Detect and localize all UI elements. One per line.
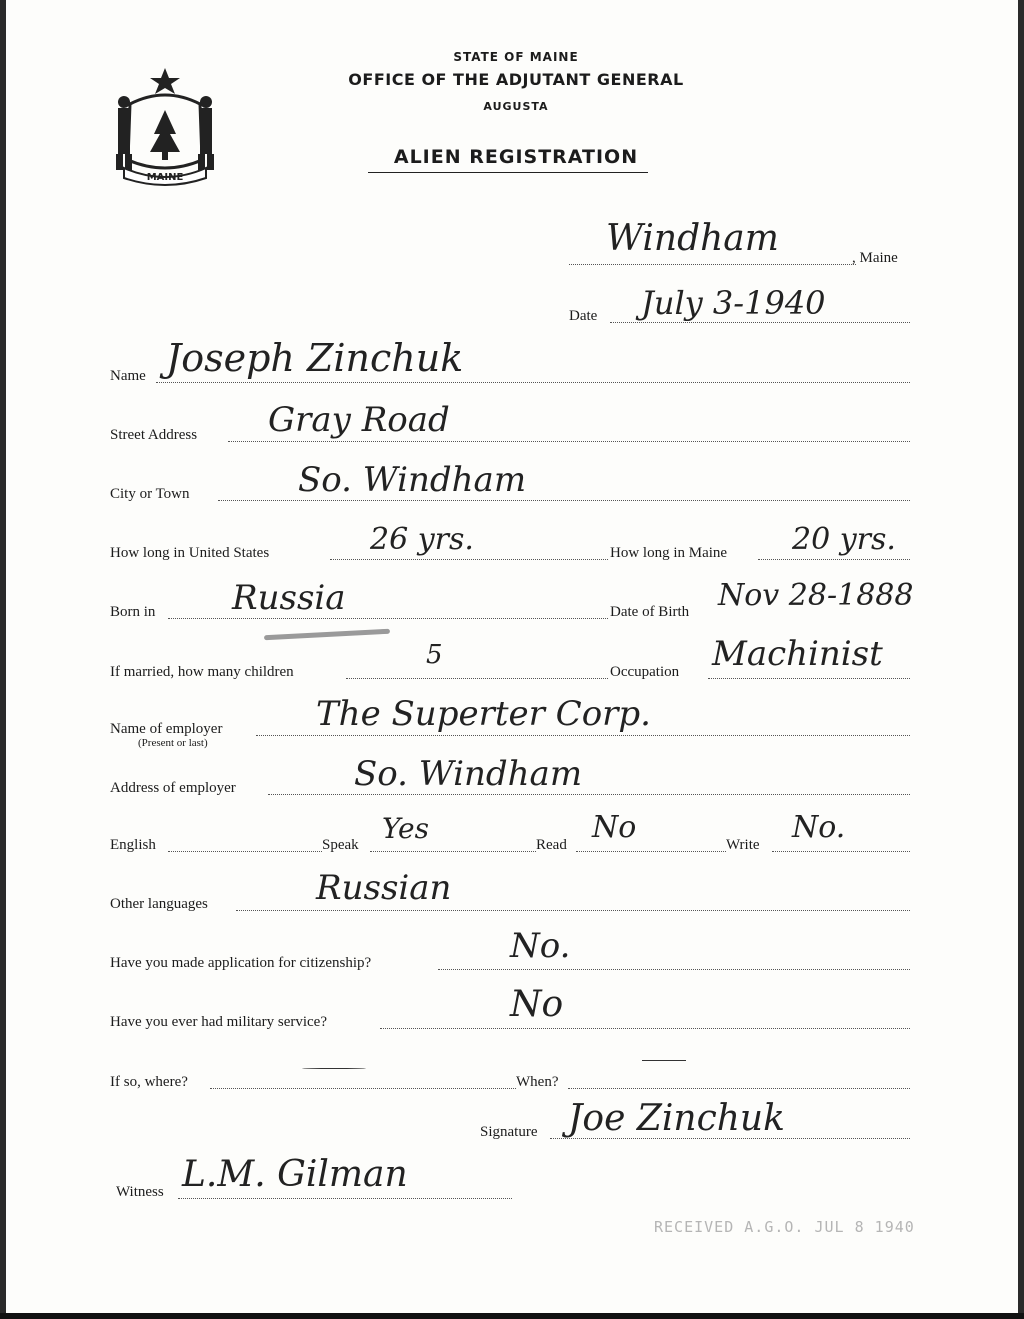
street-address-label: Street Address [110, 427, 198, 443]
state-of-maine-seal [110, 64, 220, 188]
born-in-label: Born in [110, 604, 156, 620]
date-line [610, 322, 910, 323]
name-value: Joseph Zinchuk [166, 336, 464, 380]
when-line [568, 1088, 910, 1089]
employer-line [256, 735, 910, 736]
seal-text: MAINE [146, 172, 184, 183]
witness-value: L.M. Gilman [182, 1154, 408, 1195]
children-value: 5 [426, 640, 443, 670]
name-label: Name [110, 368, 146, 384]
how-long-us-label: How long in United States [110, 545, 270, 561]
citizenship-value: No. [510, 926, 571, 966]
other-languages-line [236, 910, 910, 911]
registration-form [6, 0, 1018, 1313]
signature-label: Signature [480, 1124, 538, 1140]
employer-address-value: So. Windham [354, 754, 583, 794]
form-title-underline [368, 172, 648, 173]
employer-value: The Superter Corp. [316, 694, 651, 734]
how-long-us-value: 26 yrs. [370, 522, 474, 557]
street-address-line [228, 441, 910, 442]
write-line [772, 851, 910, 852]
how-long-maine-value: 20 yrs. [792, 522, 896, 557]
maine-label: , Maine [852, 250, 898, 266]
employer-address-label: Address of employer [110, 780, 236, 796]
occupation-label: Occupation [610, 664, 680, 680]
header-city: AUGUSTA [483, 100, 549, 113]
scan-border [0, 1313, 1024, 1319]
military-value: No [510, 984, 564, 1025]
city-or-town-line [218, 500, 910, 501]
date-label: Date [569, 308, 598, 324]
how-long-us-line [330, 559, 608, 560]
witness-line [178, 1198, 512, 1199]
speak-value: Yes [382, 812, 429, 845]
other-languages-value: Russian [316, 868, 452, 908]
military-line [380, 1028, 910, 1029]
name-line [156, 382, 910, 383]
children-line [346, 678, 608, 679]
english-line [168, 851, 322, 852]
read-label: Read [536, 837, 567, 853]
employer-note: (Present or last) [138, 737, 208, 749]
city-or-town-value: So. Windham [298, 460, 527, 500]
military-label: Have you ever had military service? [110, 1014, 327, 1030]
town-value: Windham [606, 218, 779, 259]
speak-line [370, 851, 536, 852]
date-of-birth-value: Nov 28-1888 [718, 578, 914, 613]
where-label: If so, where? [110, 1074, 188, 1090]
write-value: No. [792, 810, 846, 845]
received-stamp: RECEIVED A.G.O. JUL 8 1940 [654, 1218, 915, 1236]
witness-label: Witness [116, 1184, 164, 1200]
read-line [576, 851, 726, 852]
header-office: OFFICE OF THE ADJUTANT GENERAL [348, 70, 684, 89]
citizenship-line [438, 969, 910, 970]
form-title: ALIEN REGISTRATION [393, 146, 639, 168]
occupation-value: Machinist [712, 634, 883, 674]
when-dash [642, 1060, 686, 1061]
signature-value: Joe Zinchuk [568, 1098, 785, 1139]
where-dash [302, 1068, 366, 1069]
write-label: Write [726, 837, 760, 853]
citizenship-label: Have you made application for citizenship? [110, 955, 372, 971]
english-label: English [110, 837, 156, 853]
born-in-line [168, 618, 608, 619]
city-or-town-label: City or Town [110, 486, 190, 502]
employer-label: Name of employer [110, 721, 223, 737]
date-value: July 3-1940 [641, 284, 826, 322]
children-label: If married, how many children [110, 664, 294, 680]
how-long-maine-line [758, 559, 910, 560]
other-languages-label: Other languages [110, 896, 208, 912]
how-long-maine-label: How long in Maine [610, 545, 728, 561]
street-address-value: Gray Road [268, 400, 450, 440]
when-label: When? [516, 1074, 559, 1090]
where-line [210, 1088, 516, 1089]
header-state: STATE OF MAINE [453, 50, 579, 64]
employer-address-line [268, 794, 910, 795]
read-value: No [592, 810, 637, 845]
pencil-mark [264, 629, 390, 641]
speak-label: Speak [322, 837, 359, 853]
born-in-value: Russia [232, 578, 346, 618]
occupation-line [708, 678, 910, 679]
date-of-birth-label: Date of Birth [610, 604, 690, 620]
town-line [569, 264, 856, 265]
